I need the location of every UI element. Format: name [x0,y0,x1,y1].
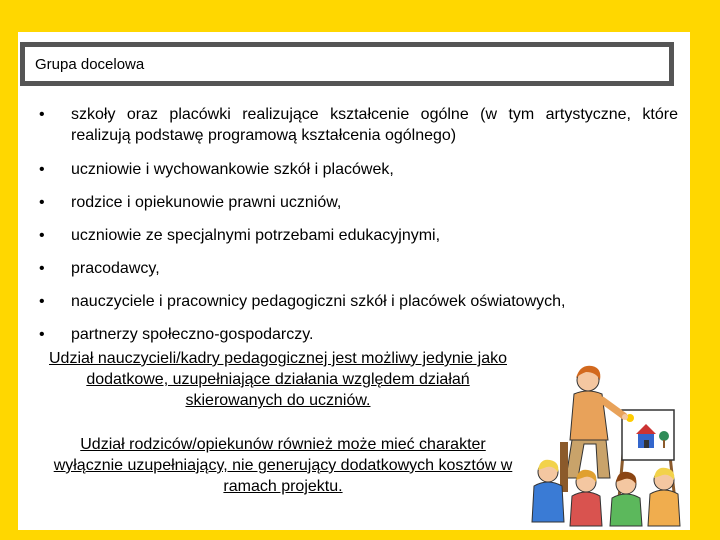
teacher-with-children-illustration [526,360,686,528]
list-item: • nauczyciele i pracownicy pedagogiczni szkół i placówek oświatowych, [38,291,678,312]
list-item: • szkoły oraz placówki realizujące kształcenie ogólne (w tym artystyczne, które realizują podstawę programową kształcenia ogólnego) [38,104,678,146]
teacher-participation-note: Udział nauczycieli/kadry pedagogicznej jest możliwy jedynie jako dodatkowe, uzupełniające działania względem działań skierowanych do uczniów. [49,350,507,409]
list-item: • rodzice i opiekunowie prawni uczniów, [38,192,678,213]
target-group-list [38,104,678,357]
list-item: • partnerzy społeczno-gospodarczy. [38,324,678,345]
parent-participation-note: Udział rodziców/opiekunów również może mieć charakter wyłącznie uzupełniający, nie generujący dodatkowych kosztów w ramach projektu. [53,436,513,495]
title-box [20,42,674,86]
slide-title: Grupa docelowa [35,56,145,73]
list-item: • uczniowie ze specjalnymi potrzebami edukacyjnymi, [38,225,678,246]
slide [18,32,690,530]
list-item: • pracodawcy, [38,258,678,279]
list-item: • uczniowie i wychowankowie szkół i placówek, [38,159,678,180]
